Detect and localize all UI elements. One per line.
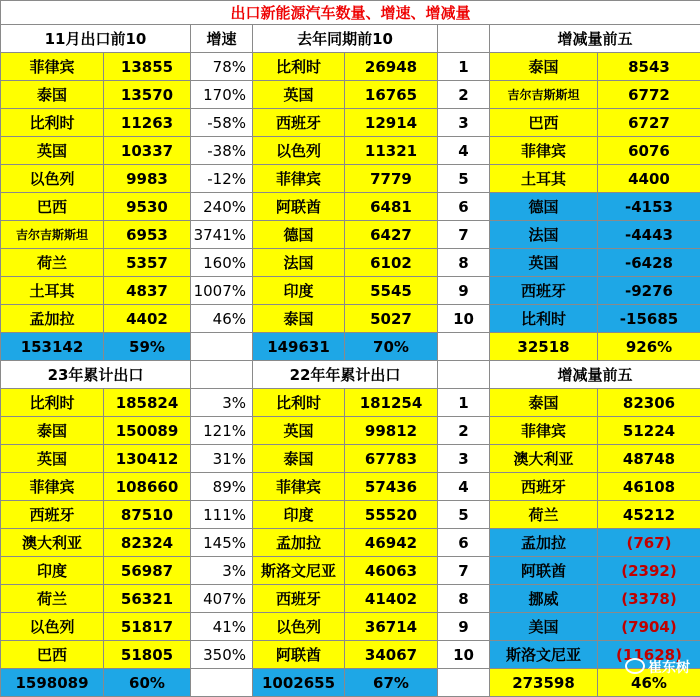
cum-rank: 2 — [438, 417, 490, 445]
nov-prev-value: 16765 — [345, 81, 438, 109]
wechat-icon — [625, 658, 645, 674]
table-row — [1, 501, 700, 529]
nov-change-value: -6428 — [598, 249, 700, 277]
nov-country: 巴西 — [1, 193, 104, 221]
cum-rank: 7 — [438, 557, 490, 585]
cum-value: 56987 — [104, 557, 191, 585]
cum-prev-value: 67783 — [345, 445, 438, 473]
cum-prev-value: 46942 — [345, 529, 438, 557]
cum-blank — [191, 669, 253, 697]
cum-growth: 145% — [191, 529, 253, 557]
nov-country: 荷兰 — [1, 249, 104, 277]
cum-change-country: 西班牙 — [490, 473, 598, 501]
cum-change-value: 46108 — [598, 473, 700, 501]
nov-change-country: 西班牙 — [490, 277, 598, 305]
cum-rank: 9 — [438, 613, 490, 641]
nov-growth: -12% — [191, 165, 253, 193]
nov-rank: 3 — [438, 109, 490, 137]
nov-change-country: 菲律宾 — [490, 137, 598, 165]
cum-country: 西班牙 — [1, 501, 104, 529]
nov-rank: 6 — [438, 193, 490, 221]
nov-prev-country: 德国 — [253, 221, 345, 249]
cum-change-value: 82306 — [598, 389, 700, 417]
cum-prev-value: 41402 — [345, 585, 438, 613]
nov-change-value: -9276 — [598, 277, 700, 305]
table-row — [1, 109, 700, 137]
nov-growth: -58% — [191, 109, 253, 137]
nov-change-value: 6772 — [598, 81, 700, 109]
nov-value: 13570 — [104, 81, 191, 109]
watermark-text: 崔东树 — [648, 660, 690, 676]
cum-change-value: (2392) — [598, 557, 700, 585]
nov-prev-value: 6102 — [345, 249, 438, 277]
cum-growth: 31% — [191, 445, 253, 473]
nov-growth: -38% — [191, 137, 253, 165]
cum-prev-country: 阿联酋 — [253, 641, 345, 669]
nov-prev-country: 法国 — [253, 249, 345, 277]
cum-blank — [438, 669, 490, 697]
nov-country: 孟加拉 — [1, 305, 104, 333]
nov-prev-value: 6427 — [345, 221, 438, 249]
cum-change-value: (3378) — [598, 585, 700, 613]
cum-country: 澳大利亚 — [1, 529, 104, 557]
cum-change-value: 45212 — [598, 501, 700, 529]
cum-growth: 111% — [191, 501, 253, 529]
nov-change-value: 8543 — [598, 53, 700, 81]
header-change-top5-cum: 增减量前五 — [490, 361, 700, 389]
nov-change-country: 巴西 — [490, 109, 598, 137]
nov-country: 英国 — [1, 137, 104, 165]
cum-value: 108660 — [104, 473, 191, 501]
cum-prev-value: 181254 — [345, 389, 438, 417]
cum-country: 菲律宾 — [1, 473, 104, 501]
nov-growth: 240% — [191, 193, 253, 221]
nov-change-country: 法国 — [490, 221, 598, 249]
cum-value: 51805 — [104, 641, 191, 669]
nov-change-value: 4400 — [598, 165, 700, 193]
nov-value: 4402 — [104, 305, 191, 333]
cum-change-value: 48748 — [598, 445, 700, 473]
cum-value: 87510 — [104, 501, 191, 529]
nov-prev-value: 5027 — [345, 305, 438, 333]
header-blank — [191, 361, 253, 389]
nov-prev-country: 印度 — [253, 277, 345, 305]
nov-country: 泰国 — [1, 81, 104, 109]
nov-prev-value: 12914 — [345, 109, 438, 137]
cum-country: 以色列 — [1, 613, 104, 641]
nov-value: 6953 — [104, 221, 191, 249]
cum-prev-country: 比利时 — [253, 389, 345, 417]
cum-rank: 1 — [438, 389, 490, 417]
header-change-top5: 增减量前五 — [490, 25, 700, 53]
cum-rank: 10 — [438, 641, 490, 669]
sheet-title: 出口新能源汽车数量、增速、增减量 — [1, 1, 700, 25]
cum-rank: 6 — [438, 529, 490, 557]
nov-growth: 3741% — [191, 221, 253, 249]
cum-change-value: 51224 — [598, 417, 700, 445]
nov-prev-country: 菲律宾 — [253, 165, 345, 193]
nov-country: 菲律宾 — [1, 53, 104, 81]
nov-change-country: 土耳其 — [490, 165, 598, 193]
nov-prev-country: 阿联酋 — [253, 193, 345, 221]
nov-rank: 1 — [438, 53, 490, 81]
cum-change-total-pct: 46% — [598, 669, 700, 697]
nov-change-country: 泰国 — [490, 53, 598, 81]
cum-value: 56321 — [104, 585, 191, 613]
nov-blank — [191, 333, 253, 361]
nov-prev-total: 149631 — [253, 333, 345, 361]
nov-rank: 7 — [438, 221, 490, 249]
nov-value: 9983 — [104, 165, 191, 193]
nov-growth: 46% — [191, 305, 253, 333]
cum-country: 泰国 — [1, 417, 104, 445]
table-row — [1, 557, 700, 585]
cum-country: 英国 — [1, 445, 104, 473]
table-row — [1, 641, 700, 669]
cum-change-country: 菲律宾 — [490, 417, 598, 445]
nov-change-country: 吉尔吉斯斯坦 — [490, 81, 598, 109]
nov-change-country: 比利时 — [490, 305, 598, 333]
nov-growth: 160% — [191, 249, 253, 277]
nov-prev-value: 26948 — [345, 53, 438, 81]
cum-prev-country: 泰国 — [253, 445, 345, 473]
cum-change-country: 荷兰 — [490, 501, 598, 529]
totals-row — [1, 669, 700, 697]
cum-country: 荷兰 — [1, 585, 104, 613]
nov-rank: 9 — [438, 277, 490, 305]
totals-row — [1, 333, 700, 361]
table-row — [1, 305, 700, 333]
cum-growth: 350% — [191, 641, 253, 669]
cum-prev-country: 英国 — [253, 417, 345, 445]
nov-value: 10337 — [104, 137, 191, 165]
cum-change-country: 澳大利亚 — [490, 445, 598, 473]
cum-country: 比利时 — [1, 389, 104, 417]
table-row — [1, 81, 700, 109]
header-cum23: 23年累计出口 — [1, 361, 191, 389]
nov-change-country: 英国 — [490, 249, 598, 277]
nov-prev-country: 泰国 — [253, 305, 345, 333]
cum-value: 51817 — [104, 613, 191, 641]
table-row — [1, 417, 700, 445]
nov-value: 13855 — [104, 53, 191, 81]
nov-total-pct: 59% — [104, 333, 191, 361]
watermark — [625, 657, 690, 677]
nov-change-value: 6727 — [598, 109, 700, 137]
nov-value: 5357 — [104, 249, 191, 277]
nov-total: 153142 — [1, 333, 104, 361]
nov-value: 9530 — [104, 193, 191, 221]
table-row — [1, 221, 700, 249]
cum-change-country: 挪威 — [490, 585, 598, 613]
cum-value: 150089 — [104, 417, 191, 445]
nov-rank: 4 — [438, 137, 490, 165]
nov-growth: 170% — [191, 81, 253, 109]
cum-growth: 407% — [191, 585, 253, 613]
nov-change-value: -4153 — [598, 193, 700, 221]
cum-prev-country: 菲律宾 — [253, 473, 345, 501]
nov-prev-value: 6481 — [345, 193, 438, 221]
cum-prev-value: 34067 — [345, 641, 438, 669]
cum-total-pct: 60% — [104, 669, 191, 697]
cum-rank: 3 — [438, 445, 490, 473]
cum-change-country: 泰国 — [490, 389, 598, 417]
cum-country: 印度 — [1, 557, 104, 585]
header-cum22: 22年年累计出口 — [253, 361, 438, 389]
cum-growth: 89% — [191, 473, 253, 501]
cum-prev-country: 以色列 — [253, 613, 345, 641]
header-rank-blank — [438, 25, 490, 53]
nov-blank — [438, 333, 490, 361]
table-row — [1, 249, 700, 277]
nov-value: 11263 — [104, 109, 191, 137]
cum-change-value: (11628) — [598, 641, 700, 669]
cum-prev-value: 99812 — [345, 417, 438, 445]
table-row — [1, 389, 700, 417]
cum-change-value: (7904) — [598, 613, 700, 641]
nov-country: 以色列 — [1, 165, 104, 193]
cum-country: 巴西 — [1, 641, 104, 669]
nov-country: 比利时 — [1, 109, 104, 137]
cum-total: 1598089 — [1, 669, 104, 697]
cum-growth: 3% — [191, 389, 253, 417]
table-row — [1, 529, 700, 557]
cum-rank: 4 — [438, 473, 490, 501]
cum-prev-country: 西班牙 — [253, 585, 345, 613]
cum-growth: 41% — [191, 613, 253, 641]
cum-prev-value: 55520 — [345, 501, 438, 529]
nov-rank: 10 — [438, 305, 490, 333]
nov-prev-country: 英国 — [253, 81, 345, 109]
table-row — [1, 137, 700, 165]
cum-rank: 8 — [438, 585, 490, 613]
nov-prev-value: 7779 — [345, 165, 438, 193]
nov-change-total: 32518 — [490, 333, 598, 361]
cum-growth: 3% — [191, 557, 253, 585]
table-row — [1, 585, 700, 613]
cum-prev-total-pct: 67% — [345, 669, 438, 697]
cum-change-value: (767) — [598, 529, 700, 557]
nov-country: 吉尔吉斯斯坦 — [1, 221, 104, 249]
nov-prev-total-pct: 70% — [345, 333, 438, 361]
header-growth: 增速 — [191, 25, 253, 53]
table-row — [1, 53, 700, 81]
cum-rank: 5 — [438, 501, 490, 529]
header-last-year-top10: 去年同期前10 — [253, 25, 438, 53]
nov-change-country: 德国 — [490, 193, 598, 221]
table-row — [1, 193, 700, 221]
nov-change-value: -4443 — [598, 221, 700, 249]
nov-prev-value: 5545 — [345, 277, 438, 305]
cum-value: 185824 — [104, 389, 191, 417]
table-row — [1, 165, 700, 193]
cum-prev-country: 印度 — [253, 501, 345, 529]
nov-value: 4837 — [104, 277, 191, 305]
nov-prev-country: 比利时 — [253, 53, 345, 81]
cum-change-total: 273598 — [490, 669, 598, 697]
cum-value: 82324 — [104, 529, 191, 557]
cum-prev-country: 孟加拉 — [253, 529, 345, 557]
table-row — [1, 445, 700, 473]
cum-prev-value: 57436 — [345, 473, 438, 501]
cum-change-country: 阿联酋 — [490, 557, 598, 585]
nov-change-value: -15685 — [598, 305, 700, 333]
cum-growth: 121% — [191, 417, 253, 445]
cum-prev-total: 1002655 — [253, 669, 345, 697]
header-blank — [438, 361, 490, 389]
cum-prev-value: 36714 — [345, 613, 438, 641]
header-export-top10: 11月出口前10 — [1, 25, 191, 53]
nov-growth: 1007% — [191, 277, 253, 305]
header-row-cumulative — [1, 361, 700, 389]
table-row — [1, 473, 700, 501]
cum-prev-value: 46063 — [345, 557, 438, 585]
nov-growth: 78% — [191, 53, 253, 81]
cum-change-country: 美国 — [490, 613, 598, 641]
nov-country: 土耳其 — [1, 277, 104, 305]
cum-change-country: 斯洛文尼亚 — [490, 641, 598, 669]
table-row — [1, 613, 700, 641]
nov-change-value: 6076 — [598, 137, 700, 165]
nov-rank: 2 — [438, 81, 490, 109]
table-row — [1, 277, 700, 305]
cum-prev-country: 斯洛文尼亚 — [253, 557, 345, 585]
nov-rank: 8 — [438, 249, 490, 277]
nov-prev-country: 西班牙 — [253, 109, 345, 137]
cum-value: 130412 — [104, 445, 191, 473]
cum-change-country: 孟加拉 — [490, 529, 598, 557]
nov-prev-value: 11321 — [345, 137, 438, 165]
nov-rank: 5 — [438, 165, 490, 193]
nov-prev-country: 以色列 — [253, 137, 345, 165]
nov-change-total-pct: 926% — [598, 333, 700, 361]
